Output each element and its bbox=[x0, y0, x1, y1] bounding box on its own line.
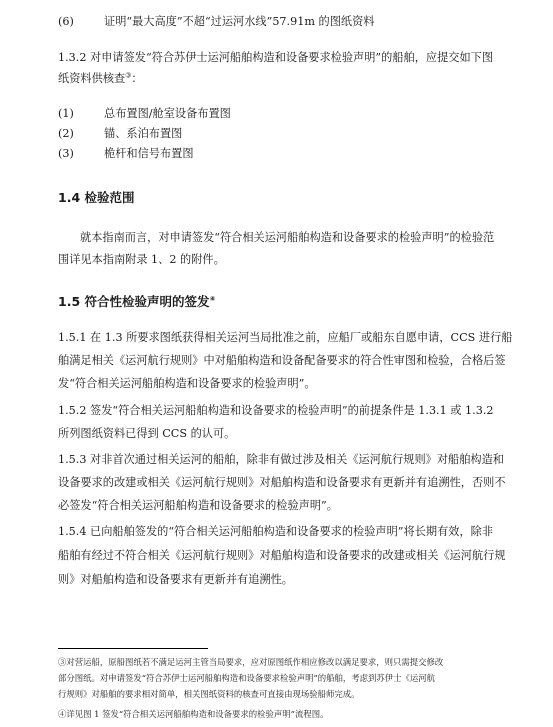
paragraph-1-4-line-1: 就本指南而言，对申请签发“符合相关运河船舶构造和设备要求的检验声明”的检验范 bbox=[80, 231, 495, 244]
paragraph-1-5-4-line-3: 则》对船舶构造和设备要求有更新并有追溯性。 bbox=[58, 573, 293, 586]
list-text: 证明“最大高度”不超“过运河水线”57.91m 的图纸资料 bbox=[104, 15, 375, 28]
paragraph-1-5-2-line-1: 1.5.2 签发“符合相关运河船舶构造和设备要求的检验声明”的前提条件是 1.3.1 或 1.3.2 bbox=[58, 404, 494, 417]
footnote-text: 对营运船，原船图纸若不满足运河主管当局要求，应对原图纸作相应修改以满足要求，则只需提交修改 bbox=[66, 657, 444, 667]
footnote-ref-4: ④ bbox=[209, 294, 216, 303]
footnote-text: 详见图 1 签发“符合相关运河船舶构造和设备要求的检验声明”流程图。 bbox=[66, 709, 329, 719]
section-heading-1-5 bbox=[58, 292, 215, 310]
paragraph-1-4-line-2: 围详见本指南附录 1、2 的附件。 bbox=[58, 253, 225, 266]
list-text: 总布置图/舱室设备布置图 bbox=[104, 107, 231, 120]
footnote-4-line-1 bbox=[58, 708, 328, 720]
paragraph-text-end: ： bbox=[131, 72, 143, 85]
list-number: (6) bbox=[58, 15, 74, 28]
footnote-3-line-2: 部分图纸。对申请签发“符合苏伊士运河船舶构造和设备要求检验声明”的船舶，考虑到苏伊士《运河航 bbox=[58, 673, 436, 683]
paragraph-1-5-3-line-2: 设备要求的改建或相关《运河航行规则》对船舶构造和设备要求有更新并有追溯性，否则不 bbox=[58, 476, 506, 489]
list-text: 锚、系泊布置图 bbox=[104, 127, 183, 140]
paragraph-1-5-1-line-1: 1.5.1 在 1.3 所要求图纸获得相关运河当局批准之前，应船厂或船东自愿申请，CCS 进行船 bbox=[58, 331, 513, 344]
footnote-3-line-1 bbox=[58, 656, 443, 668]
footnote-ref-3: ③ bbox=[125, 71, 132, 80]
list-number: (1) bbox=[58, 107, 74, 120]
list-item-2 bbox=[58, 126, 182, 142]
paragraph-1-5-1-line-2: 舶满足相关《运河航行规则》中对船舶构造和设备配备要求的符合性审图和检验，合格后签 bbox=[58, 354, 506, 367]
paragraph-1-5-3-line-3: 必签发“符合相关运河船舶构造和设备要求的检验声明”。 bbox=[58, 499, 338, 512]
list-number: (3) bbox=[58, 147, 74, 160]
footnote-mark: ④ bbox=[58, 709, 67, 719]
paragraph-1-5-4-line-2: 船舶有经过不符合相关《运河航行规则》对船舶构造和设备要求的改建或相关《运河航行规 bbox=[58, 549, 506, 562]
section-title: 1.5 符合性检验声明的签发 bbox=[58, 294, 210, 309]
list-text: 桅杆和信号布置图 bbox=[104, 147, 194, 160]
paragraph-1-3-2-line-2 bbox=[58, 71, 143, 87]
list-item-6 bbox=[58, 14, 374, 30]
paragraph-1-5-2-line-2: 所列图纸资料已得到 CCS 的认可。 bbox=[58, 427, 236, 440]
footnote-3-line-3: 行规则》对船舶的要求相对简单，相关图纸资料的核查可直接由现场验船师完成。 bbox=[58, 689, 360, 699]
section-heading-1-4: 1.4 检验范围 bbox=[58, 190, 135, 205]
list-number: (2) bbox=[58, 127, 74, 140]
footnote-divider bbox=[58, 648, 208, 649]
paragraph-text: 纸资料供核查 bbox=[58, 72, 126, 85]
list-item-3 bbox=[58, 146, 194, 162]
footnote-mark: ③ bbox=[58, 657, 67, 667]
paragraph-1-5-1-line-3: 发“符合相关运河船舶构造和设备要求的检验声明”。 bbox=[58, 377, 316, 390]
list-item-1 bbox=[58, 106, 231, 122]
paragraph-1-3-2-line-1: 1.3.2 对申请签发“符合苏伊士运河船舶构造和设备要求检验声明”的船舶，应提交如下图 bbox=[58, 51, 494, 64]
paragraph-1-5-4-line-1: 1.5.4 已向船舶签发的“符合相关运河船舶构造和设备要求的检验声明”将长期有效，除非 bbox=[58, 525, 494, 538]
paragraph-1-5-3-line-1: 1.5.3 对非首次通过相关运河的船舶，除非有做过涉及相关《运河航行规则》对船舶构造和 bbox=[58, 453, 504, 466]
